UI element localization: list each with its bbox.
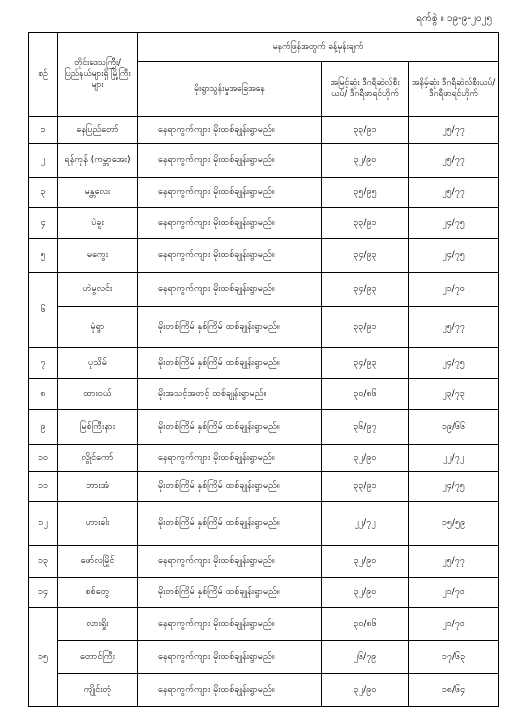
rain-condition-cell: နေရာကွက်ကျား မိုးထစ်ချုန်းရွာမည်။ [138, 117, 322, 144]
rain-condition-cell: နေရာကွက်ကျား မိုးထစ်ချုန်းရွာမည်။ [138, 445, 322, 472]
rain-condition-cell: နေရာကွက်ကျား မိုးထစ်ချုန်းရွာမည်။ [138, 608, 322, 641]
max-temp-cell: ၃၃/၉၁ [322, 208, 409, 239]
min-temp-cell: ၂၃/၇၃ [409, 379, 499, 410]
max-temp-cell: ၂၆/၇၉ [322, 641, 409, 674]
city-cell: ရန်ကုန် (ကမ္ဘာအေး) [58, 144, 138, 178]
city-cell: တောင်ကြီး [58, 641, 138, 674]
rain-condition-cell: နေရာကွက်ကျား မိုးထစ်ချုန်းရွာမည်။ [138, 641, 322, 674]
min-temp-cell: ၂၄/၇၅ [409, 208, 499, 239]
min-temp-cell: ၂၄/၇၅ [409, 472, 499, 502]
city-cell: ပဲခူး [58, 208, 138, 239]
city-cell: မုံရွာ [58, 307, 138, 348]
table-row [29, 410, 499, 445]
table-row [29, 348, 499, 379]
serial-cell: ၄ [29, 208, 58, 239]
serial-cell: ၂ [29, 144, 58, 178]
forecast-rows [29, 117, 499, 707]
serial-cell: ၇ [29, 348, 58, 379]
table-row [29, 674, 499, 707]
header-min-temp: အနိမ့်ဆုံး ဒီဂရီဆဲလ်စီးယပ်/ ဒီဂရီဖာရင်ဟိုက် [409, 62, 499, 117]
max-temp-cell: ၃၅/၉၅ [322, 178, 409, 208]
table-row [29, 307, 499, 348]
serial-cell: ၁၀ [29, 445, 58, 472]
table-row [29, 445, 499, 472]
city-cell: ဘားအံ [58, 472, 138, 502]
max-temp-cell: ၃၀/၈၆ [322, 379, 409, 410]
min-temp-cell: ၁၅/၅၉ [409, 502, 499, 546]
max-temp-cell: ၃၀/၈၆ [322, 608, 409, 641]
city-cell: နေပြည်တော် [58, 117, 138, 144]
rain-condition-cell: မိုးတစ်ကြိမ် နှစ်ကြိမ် ထစ်ချုန်းရွာမည်။ [138, 348, 322, 379]
serial-cell: ၁၄ [29, 578, 58, 608]
serial-cell: ၃ [29, 178, 58, 208]
city-cell: လားရှိုး [58, 608, 138, 641]
rain-condition-cell: မိုးတစ်ကြိမ် နှစ်ကြိမ် ထစ်ချုန်းရွာမည်။ [138, 307, 322, 348]
serial-cell: ၁၂ [29, 502, 58, 546]
max-temp-cell: ၃၂/၉၀ [322, 546, 409, 578]
rain-condition-cell: နေရာကွက်ကျား မိုးထစ်ချုန်းရွာမည်။ [138, 208, 322, 239]
rain-condition-cell: နေရာကွက်ကျား မိုးထစ်ချုန်းရွာမည်။ [138, 178, 322, 208]
city-cell: ဟားခါး [58, 502, 138, 546]
max-temp-cell: ၂၂/၇၂ [322, 502, 409, 546]
city-cell: ကျိုင်းတုံ [58, 674, 138, 707]
min-temp-cell: ၁၇/၆၃ [409, 641, 499, 674]
city-cell: လွိုင်ကော် [58, 445, 138, 472]
table-row [29, 273, 499, 307]
table-row [29, 546, 499, 578]
serial-cell: ၁ [29, 117, 58, 144]
header-rain: မိုးရွာသွန်းမှုအခြေအနေ [138, 62, 322, 117]
table-row [29, 379, 499, 410]
city-cell: မန္တလေး [58, 178, 138, 208]
min-temp-cell: ၂၅/၇၇ [409, 546, 499, 578]
table-row [29, 608, 499, 641]
header-forecast: မနက်ဖြန်အတွက် ခန့်မှန်းချက် [138, 33, 499, 62]
rain-condition-cell: နေရာကွက်ကျား မိုးထစ်ချုန်းရွာမည်။ [138, 674, 322, 707]
serial-cell: ၆ [29, 273, 58, 348]
min-temp-cell: ၂၁/၇၀ [409, 608, 499, 641]
rain-condition-cell: နေရာကွက်ကျား မိုးထစ်ချုန်းရွာမည်။ [138, 273, 322, 307]
table-row [29, 144, 499, 178]
serial-cell: ၁၃ [29, 546, 58, 578]
document-date: ရက်စွဲ ။ ၁၉-၉-၂၀၂၅ [416, 13, 492, 24]
city-cell: ဖော်လမြိုင် [58, 546, 138, 578]
max-temp-cell: ၃၄/၉၃ [322, 348, 409, 379]
table-row [29, 502, 499, 546]
min-temp-cell: ၁၉/၆၆ [409, 410, 499, 445]
city-cell: မြစ်ကြီးနား [58, 410, 138, 445]
table-row [29, 178, 499, 208]
max-temp-cell: ၃၆/၉၇ [322, 410, 409, 445]
max-temp-cell: ၃၂/၉၀ [322, 445, 409, 472]
rain-condition-cell: မိုးအသင့်အတင့် ထစ်ချုန်းရွာမည်။ [138, 379, 322, 410]
serial-cell: ၅ [29, 239, 58, 273]
min-temp-cell: ၂၅/၇၇ [409, 178, 499, 208]
rain-condition-cell: နေရာကွက်ကျား မိုးထစ်ချုန်းရွာမည်။ [138, 239, 322, 273]
max-temp-cell: ၃၂/၉၀ [322, 578, 409, 608]
rain-condition-cell: မိုးတစ်ကြိမ် နှစ်ကြိမ် ထစ်ချုန်းရွာမည်။ [138, 410, 322, 445]
max-temp-cell: ၃၂/၉၀ [322, 144, 409, 178]
city-cell: ထားဝယ် [58, 379, 138, 410]
max-temp-cell: ၃၃/၉၁ [322, 472, 409, 502]
city-cell: မကွေး [58, 239, 138, 273]
rain-condition-cell: မိုးတစ်ကြိမ် နှစ်ကြိမ် ထစ်ချုန်းရွာမည်။ [138, 472, 322, 502]
serial-cell: ၁၅ [29, 608, 58, 707]
max-temp-cell: ၃၃/၉၁ [322, 307, 409, 348]
rain-condition-cell: မိုးတစ်ကြိမ် နှစ်ကြိမ် ထစ်ချုန်းရွာမည်။ [138, 578, 322, 608]
city-cell: ပုသိမ် [58, 348, 138, 379]
serial-cell: ၉ [29, 410, 58, 445]
table-row [29, 578, 499, 608]
rain-condition-cell: နေရာကွက်ကျား မိုးထစ်ချုန်းရွာမည်။ [138, 144, 322, 178]
header-region: တိုင်းဒေသကြီး/ ပြည်နယ်များရှိ မြို့ကြီးများ [58, 33, 138, 117]
table-row [29, 472, 499, 502]
header-serial: စဉ် [29, 33, 58, 117]
max-temp-cell: ၃၂/၉၀ [322, 674, 409, 707]
min-temp-cell: ၂၁/၇၀ [409, 273, 499, 307]
min-temp-cell: ၁၈/၆၄ [409, 674, 499, 707]
table-row [29, 117, 499, 144]
max-temp-cell: ၃၄/၉၃ [322, 239, 409, 273]
forecast-table [28, 32, 499, 707]
min-temp-cell: ၂၁/၇၀ [409, 578, 499, 608]
table-row [29, 641, 499, 674]
header-max-temp: အမြင့်ဆုံး ဒီဂရီဆဲလ်စီးယပ်/ ဒီဂရီဖာရင်ဟိုက် [322, 62, 409, 117]
min-temp-cell: ၂၅/၇၇ [409, 117, 499, 144]
table-row [29, 208, 499, 239]
max-temp-cell: ၃၄/၉၃ [322, 273, 409, 307]
city-cell: စစ်တွေ [58, 578, 138, 608]
serial-cell: ၁၁ [29, 472, 58, 502]
table-row [29, 239, 499, 273]
min-temp-cell: ၂၅/၇၇ [409, 144, 499, 178]
max-temp-cell: ၃၃/၉၁ [322, 117, 409, 144]
rain-condition-cell: မိုးတစ်ကြိမ် နှစ်ကြိမ် ထစ်ချုန်းရွာမည်။ [138, 502, 322, 546]
min-temp-cell: ၂၄/၇၅ [409, 239, 499, 273]
rain-condition-cell: နေရာကွက်ကျား မိုးထစ်ချုန်းရွာမည်။ [138, 546, 322, 578]
serial-cell: ၈ [29, 379, 58, 410]
min-temp-cell: ၂၂/၇၂ [409, 445, 499, 472]
min-temp-cell: ၂၅/၇၇ [409, 307, 499, 348]
city-cell: ဟဲမွလင်း [58, 273, 138, 307]
min-temp-cell: ၂၄/၇၅ [409, 348, 499, 379]
